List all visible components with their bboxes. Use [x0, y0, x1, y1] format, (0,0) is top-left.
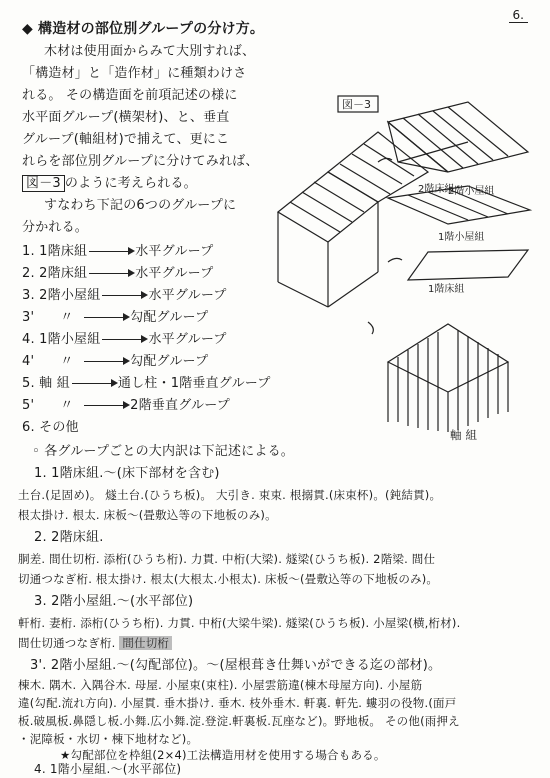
detail-line: 間仕切通つなぎ桁. 間仕切桁	[18, 636, 172, 651]
details-intro: ◦ 各グループごとの大内訳は下記述による。	[32, 444, 294, 459]
figure-title: 図－3	[342, 98, 371, 111]
arrow-right-icon	[84, 317, 128, 318]
detail-head: 1. 1階床組.～(床下部材を含む)	[34, 466, 220, 481]
arrow-right-icon	[72, 383, 116, 384]
diamond-bullet-icon: ◆	[22, 21, 39, 37]
intro-line: れる。 その構造面を前項記述の様に	[22, 88, 238, 103]
detail-line: 根太掛け. 根太. 床板～(畳敷込等の下地板のみ)。	[18, 508, 277, 522]
intro-line: 木材は使用面からみて大別すれば、	[44, 44, 256, 59]
group-item: 5' 〃 2階垂直グループ	[22, 398, 230, 413]
heading-text: 構造材の部位別グループの分け方。	[38, 21, 265, 37]
detail-line: 違(勾配.流れ方向). 小屋貫. 垂木掛け. 垂木. 枝外垂木. 軒裏. 軒先. 螻羽の役物.(面戸	[18, 696, 457, 710]
floor-1f-drawing	[408, 250, 528, 280]
arrow-right-icon	[102, 339, 146, 340]
group-item: 2. 2階床組 水平グループ	[22, 266, 214, 281]
arrow-right-icon	[89, 273, 133, 274]
group-item: 4' 〃 勾配グループ	[22, 354, 209, 369]
framing-drawing	[388, 324, 508, 432]
group-item: 1. 1階床組 水平グループ	[22, 244, 214, 259]
group-item: 6. その他	[22, 420, 79, 435]
section-heading	[22, 22, 264, 37]
detail-line: 胴差. 間仕切桁. 添桁(ひうち桁). 力貫. 中桁(大梁). 燧梁(ひうち板). 2階梁. 間仕	[18, 552, 436, 566]
label-1f-floor: 1階床組	[428, 284, 465, 295]
arrow-right-icon	[102, 295, 146, 296]
intro-line: 「構造材」と「造作材」に種類わけさ	[22, 66, 247, 81]
arrow-right-icon	[89, 251, 133, 252]
detail-line: 板.破風板.鼻隠し板.小舞.広小舞.淀.登淀.軒裏板.瓦座など)。野地板。 その他(雨押え	[18, 714, 460, 728]
intro-line: れらを部位別グループに分けてみれば、	[22, 154, 259, 169]
group-item: 3. 2階小屋組 水平グループ	[22, 288, 227, 303]
detail-head: 4. 1階小屋組.～(水平部位)	[34, 762, 182, 776]
intro-line: 分かれる。	[22, 220, 89, 235]
detail-line: 切通つなぎ桁. 根太掛け. 根太(大根太.小根太). 床板～(畳敷込等の下地板のみ)。	[18, 572, 439, 586]
exploded-house-figure	[268, 92, 538, 432]
group-item: 3' 〃 勾配グループ	[22, 310, 209, 325]
detail-line: 軒桁. 妻桁. 添桁(ひうち桁). 力貫. 中桁(大梁牛梁). 燧梁(ひうち板). 小屋梁(横,桁材).	[18, 616, 461, 630]
figure-ref-badge: 図－3	[22, 175, 65, 192]
intro-line-with-ref	[22, 176, 197, 191]
label-1f-roof: 1階小屋組	[438, 232, 485, 243]
detail-line: 土台.(足固め)。 燧土台.(ひうち板)。 大引き. 束束. 根搦貫.(床束杯)。(鈍結貫)。	[18, 488, 442, 502]
group-item: 5. 軸 組 通し柱・1階垂直グループ	[22, 376, 271, 391]
intro-line: グループ(軸組材)で捕えて、更にこ	[22, 132, 230, 147]
label-2f-floor: 2階床組	[418, 184, 455, 195]
circle-bullet-icon: ◦	[32, 444, 45, 459]
detail-head: 2. 2階床組.	[34, 530, 104, 545]
detail-head: 3'. 2階小屋組.～(勾配部位)。～(屋根葺き仕舞いができる迄の部材)。	[30, 658, 442, 673]
group-item: 4. 1階小屋組 水平グループ	[22, 332, 227, 347]
arrow-right-icon	[84, 405, 128, 406]
hand-arrow-icon	[368, 322, 373, 334]
house-main-drawing	[278, 132, 428, 307]
label-2f-roof: 2階小屋組	[448, 186, 495, 197]
hand-arrow-icon	[388, 258, 402, 262]
intro-line: すなわち下記の6つのグループに	[44, 198, 237, 213]
note-line: ★勾配部位を枠組(2×4)工法構造用材を使用する場合もある。	[60, 748, 386, 762]
page-number: 6.	[509, 8, 528, 23]
intro-line: 水平面グループ(横架材)、と、垂直	[22, 110, 230, 125]
intro-line-text: のように考えられる。	[64, 176, 197, 191]
detail-head: 3. 2階小屋組.～(水平部位)	[34, 594, 194, 609]
roof-2f-drawing	[388, 102, 528, 172]
handwritten-stamp: 間仕切桁	[119, 636, 172, 650]
detail-line: 棟木. 隅木. 入隅谷木. 母屋. 小屋束(束柱). 小屋雲筋違(棟木母屋方向). 小屋筋	[18, 678, 423, 692]
label-framing: 軸 組	[450, 428, 478, 442]
arrow-right-icon	[84, 361, 128, 362]
detail-line: ・泥障板・水切・棟下地材など)。	[18, 732, 199, 746]
